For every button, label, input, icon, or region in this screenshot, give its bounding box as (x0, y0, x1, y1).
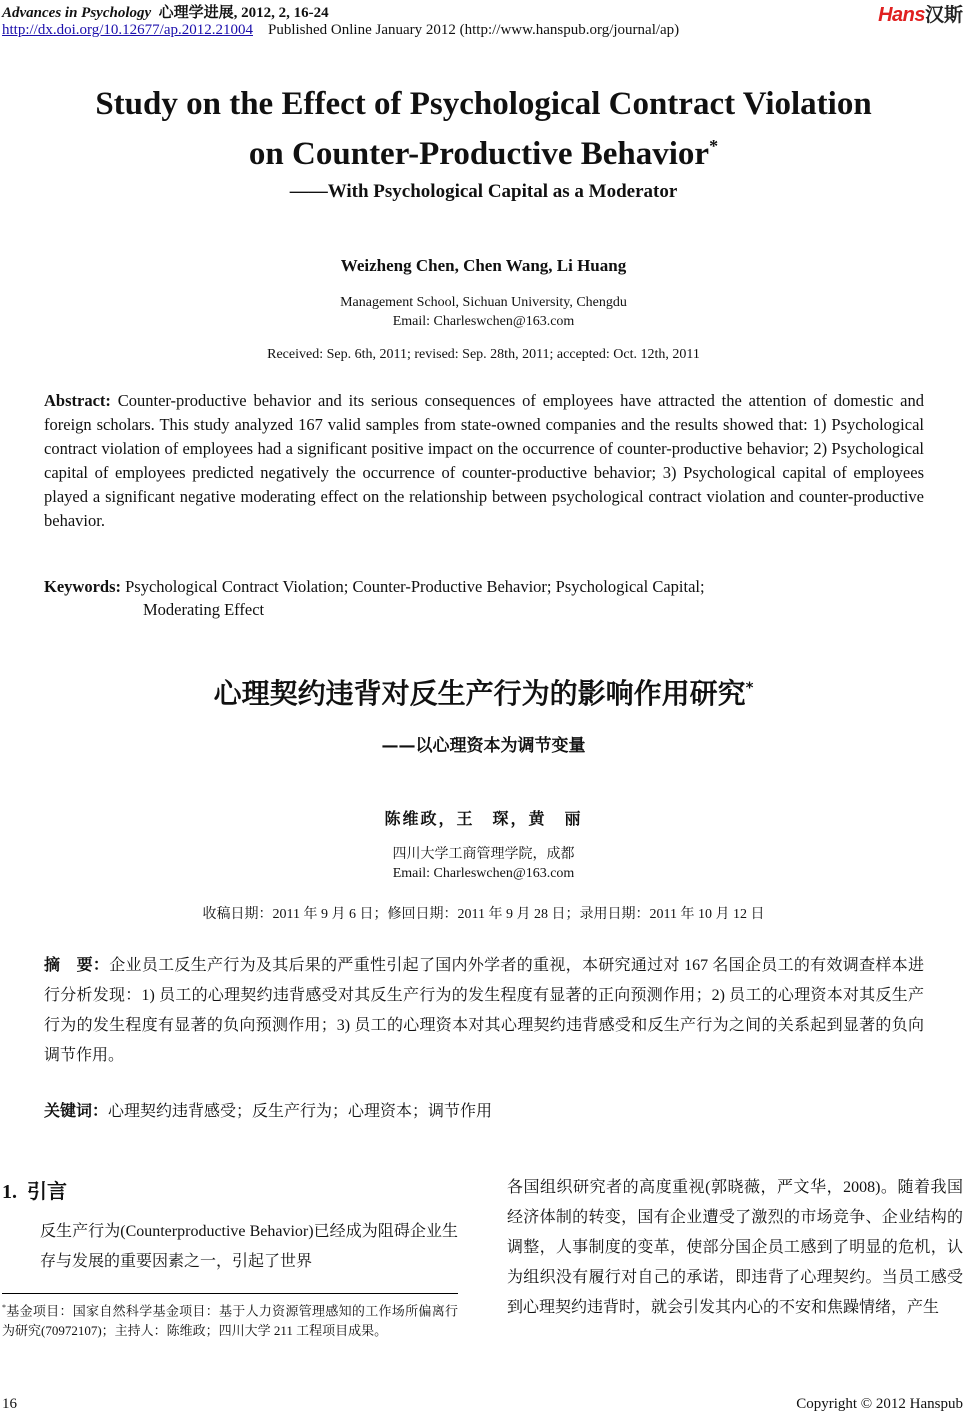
left-column-paragraph (2, 1217, 458, 1277)
funding-footnote (2, 1298, 458, 1341)
keywords-line-2: Moderating Effect (143, 600, 265, 619)
title-line-1: Study on the Effect of Psychological Contract Violation (95, 86, 872, 122)
title-line-2: on Counter-Productive Behavior (248, 136, 710, 172)
dates-cn: 收稿日期：2011 年 9 月 6 日；修回日期：2011 年 9 月 28 日；录用日期：2011 年 10 月 12 日 (202, 907, 765, 922)
keywords-en (44, 575, 924, 621)
cn-keywords-text: 心理契约违背感受；反生产行为；心理资本；调节作用 (108, 1103, 493, 1120)
affiliation-text: Management School, Sichuan University, Chengdu (340, 295, 627, 310)
email-text: Email: Charleswchen@163.com (392, 314, 575, 329)
page-number: 16 (2, 1396, 17, 1412)
footnote-mark: * (2, 1303, 6, 1312)
title-footnote-mark: * (709, 136, 719, 156)
dates-en: Received: Sep. 6th, 2011; revised: Sep. 28th, 2011; accepted: Oct. 12th, 2011 (267, 347, 700, 362)
abstract-en (44, 389, 924, 533)
cn-email-text: Email: Charleswchen@163.com (392, 866, 575, 881)
keywords-cn (44, 1098, 492, 1121)
logo-latin: Hans (878, 4, 925, 26)
right-column-paragraph: 各国组织研究者的高度重视(郭晓薇，严文华，2008)。随着我国经济体制的转变，国有企业遭受了激烈的市场竞争、企业结构的调整，人事制度的变革，使部分国企员工感到了明显的危机，认为组织没有履行对自己的承诺，即违背了心理契约。当员工感受到心理契约违背时，就会引发其内心的不安和焦躁情绪，产生 (507, 1179, 963, 1316)
paper-title-en (0, 83, 967, 175)
journal-header (2, 1, 329, 22)
doi-link[interactable]: http://dx.doi.org/10.12677/ap.2012.21004 (2, 22, 253, 38)
abstract-text: Counter-productive behavior and its serious consequences of employees have attracted the attention of domestic and foreign scholars. This study analyzed 167 valid samples from state-owned companies and the results showed that: 1) Psychological contract violation of employees had a significant positive impact on the occurrence of counter-productive behavior; 2) Psychological capital of employees predicted negatively the occurrence of counter-productive behavior; 3) Psychological capital of employees played a significant negative moderating effect on the relationship between psychological contract violation and counter-productive behavior. (44, 391, 925, 530)
keywords-line-1: Psychological Contract Violation; Counter-Productive Behavior; Psychological Capital; (125, 577, 705, 596)
authors-cn: 陈维政，王 琛，黄 丽 (384, 809, 583, 828)
abstract-label: Abstract: (44, 391, 111, 410)
section-title: 引言 (27, 1179, 67, 1203)
cn-title-footnote-mark: * (745, 678, 754, 697)
abstract-cn (44, 950, 924, 1071)
copyright-notice: Copyright © 2012 Hanspub (796, 1396, 963, 1412)
footnote-divider (2, 1293, 458, 1294)
journal-issue: 心理学进展, 2012, 2, 16-24 (158, 5, 329, 21)
section-heading-introduction (2, 1175, 67, 1204)
doi-line (2, 22, 679, 39)
intro-paragraph-start: 反生产行为(Counterproductive Behavior)已经成为阻碍企业生存与发展的重要因素之一，引起了世界 (40, 1223, 458, 1270)
cn-title-text: 心理契约违背对反生产行为的影响作用研究 (213, 677, 746, 710)
authors-en: Weizheng Chen, Chen Wang, Li Huang (340, 256, 627, 275)
cn-abstract-text: 企业员工反生产行为及其后果的严重性引起了国内外学者的重视，本研究通过对 167 名国企员工的有效调查样本进行分析发现：1) 员工的心理契约违背感受对其反生产行为的发生程度有显著的正向预测作用；2) 员工的心理资本对其反生产行为的发生程度有显著的负向预测作用；3) 员工的心理资本对其心理契约违背感受和反生产行为之间的关系起到显著的负向调节作用。 (44, 957, 924, 1064)
cn-keywords-label: 关键词： (44, 1101, 109, 1120)
paper-subtitle-cn: ——以心理资本为调节变量 (381, 736, 586, 756)
affiliation-cn (0, 845, 967, 883)
journal-name: Advances in Psychology (2, 5, 152, 21)
affiliation-en (0, 293, 967, 331)
footnote-text: 基金项目：国家自然科学基金项目：基于人力资源管理感知的工作场所偏离行为研究(70972107)；主持人：陈维政；四川大学 211 工程项目成果。 (2, 1303, 458, 1339)
cn-abstract-label: 摘 要： (44, 955, 110, 974)
published-note: Published Online January 2012 (http://www.hanspub.org/journal/ap) (267, 22, 680, 38)
logo-cn: 汉斯 (924, 5, 963, 26)
paper-title-cn (0, 672, 967, 712)
hanspub-logo (878, 0, 963, 27)
section-number: 1. (2, 1181, 17, 1203)
cn-affiliation-text: 四川大学工商管理学院，成都 (392, 847, 575, 862)
paper-subtitle-en: ——With Psychological Capital as a Moderator (289, 181, 678, 202)
keywords-label: Keywords: (44, 577, 121, 596)
